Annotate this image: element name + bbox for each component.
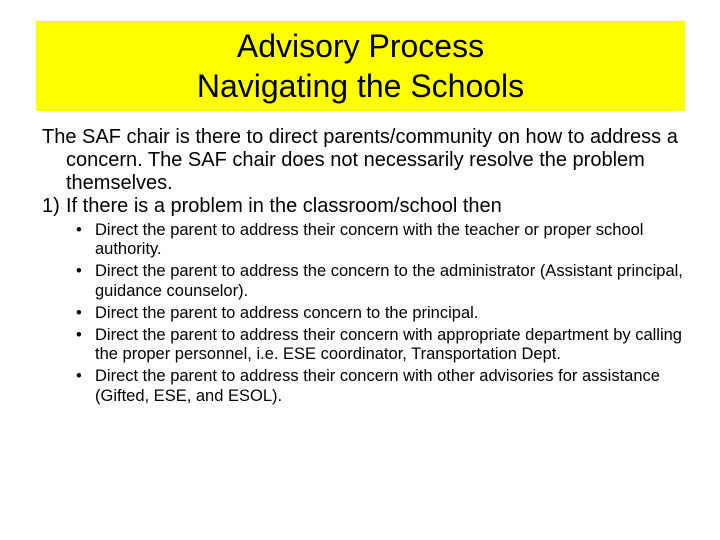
bullet-text: Direct the parent to address concern to the principal. bbox=[95, 303, 479, 322]
bullet-dot-icon: • bbox=[76, 262, 82, 281]
bullet-list bbox=[42, 221, 702, 406]
intro-paragraph: The SAF chair is there to direct parents/community on how to address a concern. The SAF chair does not necessarily resolve the problem themselves. bbox=[42, 126, 678, 194]
item-number: 1) bbox=[42, 195, 60, 217]
numbered-item-1 bbox=[42, 195, 702, 218]
bullet-item bbox=[42, 262, 702, 300]
bullet-text: Direct the parent to address their concern with appropriate department by calling the proper personnel, i.e. ESE coordinator, Transportation Dept. bbox=[95, 326, 682, 364]
bullet-dot-icon: • bbox=[76, 303, 82, 322]
bullet-dot-icon: • bbox=[76, 326, 82, 345]
bullet-text: Direct the parent to address their concern with the teacher or proper school authority. bbox=[95, 221, 644, 259]
bullet-item bbox=[42, 367, 702, 405]
bullet-dot-icon: • bbox=[76, 367, 82, 386]
bullet-item bbox=[42, 326, 702, 364]
title-line-2: Navigating the Schools bbox=[196, 68, 525, 104]
title-banner bbox=[36, 21, 685, 111]
bullet-dot-icon: • bbox=[76, 221, 82, 239]
bullet-text: Direct the parent to address the concern to the administrator (Assistant principal, guidance counselor). bbox=[95, 262, 683, 300]
bullet-text: Direct the parent to address their concern with other advisories for assistance (Gifted, ESE, and ESOL). bbox=[95, 367, 660, 405]
item-text: If there is a problem in the classroom/school then bbox=[66, 195, 502, 217]
slide-body bbox=[42, 126, 702, 409]
bullet-item bbox=[42, 221, 702, 259]
bullet-item bbox=[42, 304, 702, 323]
title-line-1: Advisory Process bbox=[236, 28, 485, 64]
